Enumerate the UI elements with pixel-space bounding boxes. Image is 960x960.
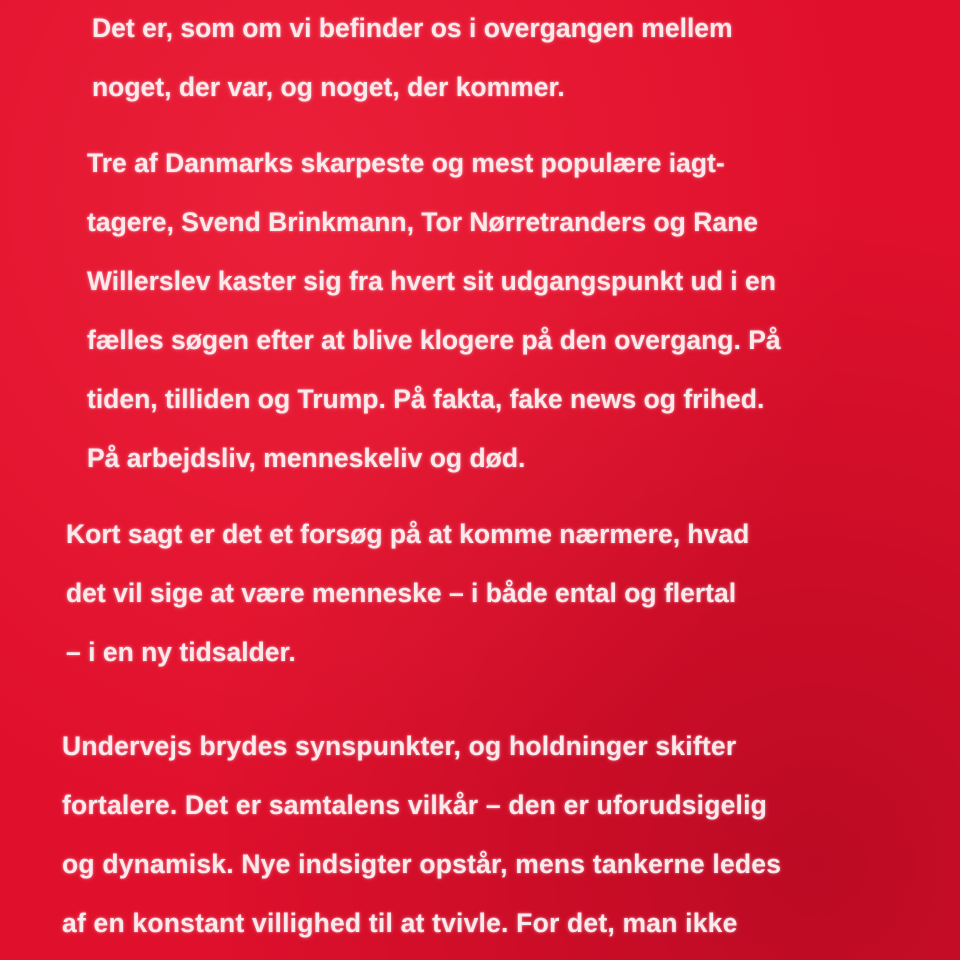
blurb-paragraph-2: [87, 134, 857, 488]
text-line: fortalere. Det er samtalens vilkår – den er uforudsigelig: [62, 790, 768, 820]
text-line: Det er, som om vi befinder os i overgangen mellem: [92, 13, 733, 43]
blurb-paragraph-4: [62, 717, 862, 953]
text-line: – i en ny tidsalder.: [66, 637, 296, 667]
text-line: tagere, Svend Brinkmann, Tor Nørretranders og Rane: [87, 207, 759, 237]
blurb-paragraph-3: [66, 505, 866, 682]
blurb-paragraph-1: [92, 0, 852, 117]
text-line: tiden, tilliden og Trump. På fakta, fake news og frihed.: [87, 384, 765, 414]
text-line: fælles søgen efter at blive klogere på den overgang. På: [87, 325, 781, 355]
text-line: noget, der var, og noget, der kommer.: [92, 72, 565, 102]
text-line: Undervejs brydes synspunkter, og holdninger skifter: [62, 731, 737, 761]
text-line: og dynamisk. Nye indsigter opstår, mens tankerne ledes: [62, 849, 782, 879]
text-line: Tre af Danmarks skarpeste og mest populære iagt-: [87, 148, 725, 178]
text-line: Willerslev kaster sig fra hvert sit udgangspunkt ud i en: [87, 266, 776, 296]
text-line: af en konstant villighed til at tvivle. For det, man ikke: [62, 908, 738, 938]
text-line: det vil sige at være menneske – i både ental og flertal: [66, 578, 737, 608]
text-line: Kort sagt er det et forsøg på at komme nærmere, hvad: [66, 519, 750, 549]
text-line: På arbejdsliv, menneskeliv og død.: [87, 443, 526, 473]
